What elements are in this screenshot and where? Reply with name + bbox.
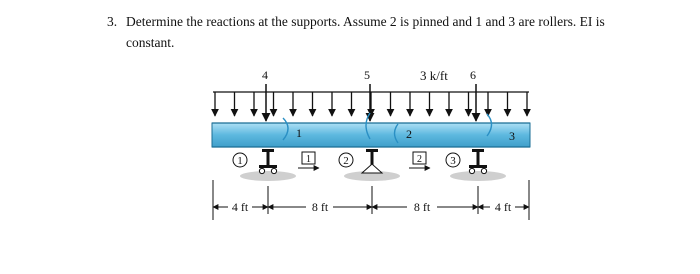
dimension-line xyxy=(213,180,529,220)
joint-3 xyxy=(446,153,460,167)
support-2 xyxy=(344,149,400,181)
dimension-label-1: 4 ft xyxy=(231,200,249,214)
joint-2 xyxy=(339,153,353,167)
element-label-3: 3 xyxy=(509,129,515,143)
joint-2-label: 2 xyxy=(343,155,349,167)
element-label-2: 2 xyxy=(406,127,412,141)
load-arrows xyxy=(215,84,527,121)
element-label-1: 1 xyxy=(296,126,302,140)
joint-1 xyxy=(233,153,247,167)
dimension-label-3: 8 ft xyxy=(413,200,431,214)
problem-text: Determine the reactions at the supports. Assume 2 is pinned and 1 and 3 are rollers. EI is xyxy=(126,14,605,29)
beam xyxy=(212,123,530,147)
dimension-label-2: 8 ft xyxy=(311,200,329,214)
member-2-label: 2 xyxy=(417,154,422,165)
member-1 xyxy=(298,152,319,168)
arrow-label-5: 5 xyxy=(364,68,370,82)
member-1-label: 1 xyxy=(306,154,311,165)
problem-line-2: constant. xyxy=(126,35,175,50)
arrow-label-4: 4 xyxy=(262,68,268,82)
dimension-label-4: 4 ft xyxy=(494,200,512,214)
arrow-label-6: 6 xyxy=(470,68,476,82)
load-label: 3 k/ft xyxy=(420,68,448,83)
support-1 xyxy=(240,149,296,181)
joint-1-label: 1 xyxy=(237,155,243,167)
problem-number: 3. xyxy=(107,14,118,29)
distributed-load xyxy=(213,84,529,121)
member-2 xyxy=(409,152,430,168)
joint-3-label: 3 xyxy=(450,155,456,167)
